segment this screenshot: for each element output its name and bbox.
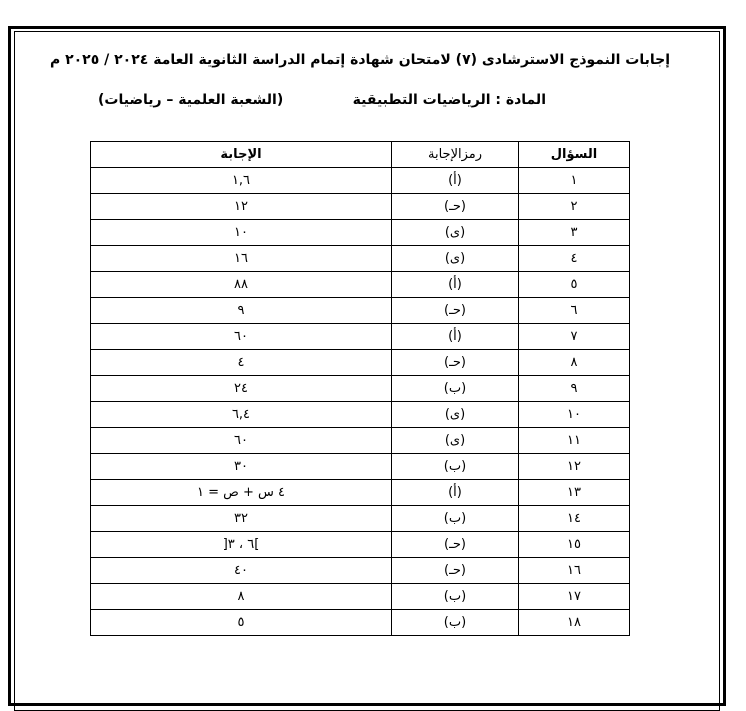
table-row <box>91 480 630 506</box>
answer-code: (أ) <box>392 168 519 194</box>
table-row <box>91 220 630 246</box>
table-row <box>91 610 630 636</box>
question-number: ١٠ <box>519 402 630 428</box>
question-number: ١٦ <box>519 558 630 584</box>
table-row <box>91 376 630 402</box>
answer-code: (ب) <box>392 584 519 610</box>
answer-code: (ى) <box>392 428 519 454</box>
answer-code: (ب) <box>392 610 519 636</box>
question-number: ٨ <box>519 350 630 376</box>
table-row <box>91 402 630 428</box>
answer-code: (حـ) <box>392 298 519 324</box>
question-number: ٢ <box>519 194 630 220</box>
answer-value: ١٢ <box>91 194 392 220</box>
answer-code: (حـ) <box>392 194 519 220</box>
answer-code: (حـ) <box>392 558 519 584</box>
question-number: ٦ <box>519 298 630 324</box>
table-row <box>91 428 630 454</box>
answer-value: ٨ <box>91 584 392 610</box>
answer-value: ٥ <box>91 610 392 636</box>
answer-value: ٢٤ <box>91 376 392 402</box>
question-number: ٣ <box>519 220 630 246</box>
answer-value: ٨٨ <box>91 272 392 298</box>
table-row <box>91 194 630 220</box>
header-question: السؤال <box>519 142 630 168</box>
branch-label: (الشعبة العلمية – رياضيات) <box>98 92 284 108</box>
table-row <box>91 558 630 584</box>
question-number: ٧ <box>519 324 630 350</box>
table-row <box>91 324 630 350</box>
answer-code: (أ) <box>392 272 519 298</box>
answer-code: (ى) <box>392 220 519 246</box>
answer-value: ٦٠ <box>91 324 392 350</box>
answer-code: (حـ) <box>392 532 519 558</box>
answer-value: ]٦ ، ٣[ <box>91 532 392 558</box>
answer-value: ٦٠ <box>91 428 392 454</box>
table-row <box>91 350 630 376</box>
answer-value: ١,٦ <box>91 168 392 194</box>
answer-code: (ى) <box>392 402 519 428</box>
answer-value: ٣٢ <box>91 506 392 532</box>
table-row <box>91 454 630 480</box>
table-row <box>91 168 630 194</box>
question-number: ١٧ <box>519 584 630 610</box>
table-row <box>91 532 630 558</box>
answer-value: ٩ <box>91 298 392 324</box>
answer-code: (ب) <box>392 376 519 402</box>
answer-value: ٤ س + ص = ١ <box>91 480 392 506</box>
table-row <box>91 584 630 610</box>
answer-value: ١٦ <box>91 246 392 272</box>
answers-table <box>90 141 630 636</box>
answer-value: ١٠ <box>91 220 392 246</box>
answer-code: (ب) <box>392 454 519 480</box>
question-number: ٥ <box>519 272 630 298</box>
table-header-row <box>91 142 630 168</box>
question-number: ١٨ <box>519 610 630 636</box>
answer-value: ٦,٤ <box>91 402 392 428</box>
question-number: ٩ <box>519 376 630 402</box>
answer-code: (أ) <box>392 480 519 506</box>
answer-value: ٤٠ <box>91 558 392 584</box>
answer-code: (حـ) <box>392 350 519 376</box>
answer-value: ٤ <box>91 350 392 376</box>
table-row <box>91 272 630 298</box>
subject-label: المادة : الرياضيات التطبيقية <box>352 92 546 108</box>
answer-code: (ب) <box>392 506 519 532</box>
question-number: ١٥ <box>519 532 630 558</box>
answer-code: (ى) <box>392 246 519 272</box>
question-number: ١٤ <box>519 506 630 532</box>
page-title: إجابات النموذج الاسترشادى (٧) لامتحان شهادة إتمام الدراسة الثانوية العامة ٢٠٢٤ / ٢٠٢٥ م <box>49 52 671 68</box>
table-row <box>91 506 630 532</box>
header-answer-code: رمزالإجابة <box>392 142 519 168</box>
header-answer: الإجابة <box>91 142 392 168</box>
question-number: ١٢ <box>519 454 630 480</box>
question-number: ١١ <box>519 428 630 454</box>
table-row <box>91 246 630 272</box>
answer-code: (أ) <box>392 324 519 350</box>
question-number: ٤ <box>519 246 630 272</box>
question-number: ١ <box>519 168 630 194</box>
table-row <box>91 298 630 324</box>
question-number: ١٣ <box>519 480 630 506</box>
answer-value: ٣٠ <box>91 454 392 480</box>
